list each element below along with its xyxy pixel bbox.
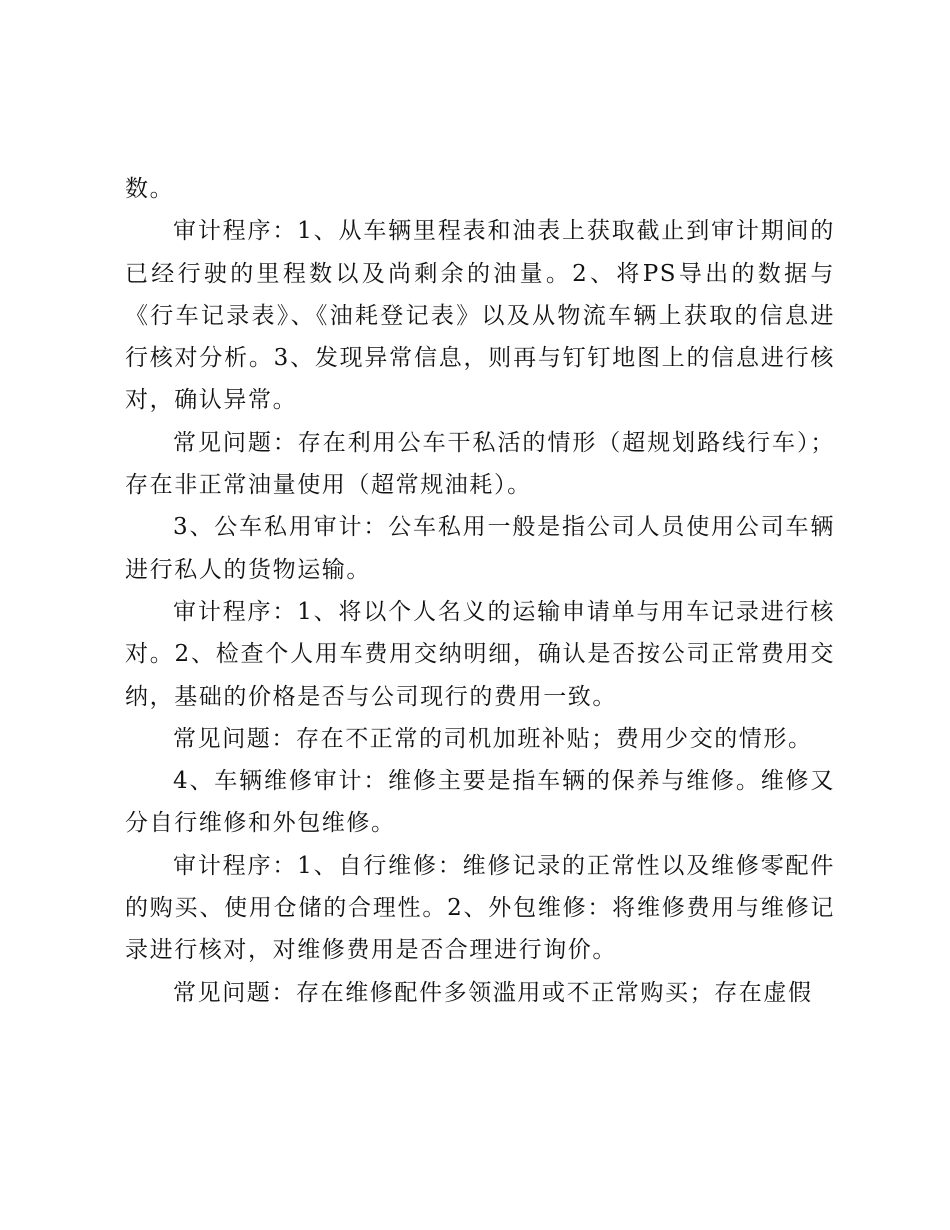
paragraph-private-use-audit: 3、公车私用审计：公车私用一般是指公司人员使用公司车辆进行私人的货物运输。 <box>125 514 835 583</box>
paragraph-audit-procedure-private-use: 审计程序：1、将以个人名义的运输申请单与用车记录进行核对。2、检查个人用车费用交纳明细，确认是否按公司正常费用交纳，基础的价格是否与公司现行的费用一致。 <box>125 598 835 710</box>
paragraph-maintenance-audit: 4、车辆维修审计：维修主要是指车辆的保养与维修。维修又分自行维修和外包维修。 <box>125 768 835 837</box>
document-body <box>125 168 835 1014</box>
paragraph-common-issues-fuel: 常见问题：存在利用公车干私活的情形（超规划路线行车）；存在非正常油量使用（超常规油耗）。 <box>125 429 835 499</box>
paragraph-continuation: 数。 <box>125 176 175 202</box>
paragraph-audit-procedure-fuel: 审计程序：1、从车辆里程表和油表上获取截止到审计期间的已经行驶的里程数以及尚剩余的油量。2、将PS导出的数据与《行车记录表》、《油耗登记表》以及从物流车辆上获取的信息进行核对分析。3、发现异常信息，则再与钉钉地图上的信息进行核对，确认异常。 <box>125 218 835 414</box>
paragraph-common-issues-private-use: 常见问题：存在不正常的司机加班补贴；费用少交的情形。 <box>173 725 813 752</box>
paragraph-common-issues-maintenance: 常见问题：存在维修配件多领滥用或不正常购买；存在虚假 <box>173 979 813 1006</box>
paragraph-audit-procedure-maintenance: 审计程序：1、自行维修：维修记录的正常性以及维修零配件的购买、使用仓储的合理性。2、外包维修：将维修费用与维修记录进行核对，对维修费用是否合理进行询价。 <box>125 852 835 964</box>
